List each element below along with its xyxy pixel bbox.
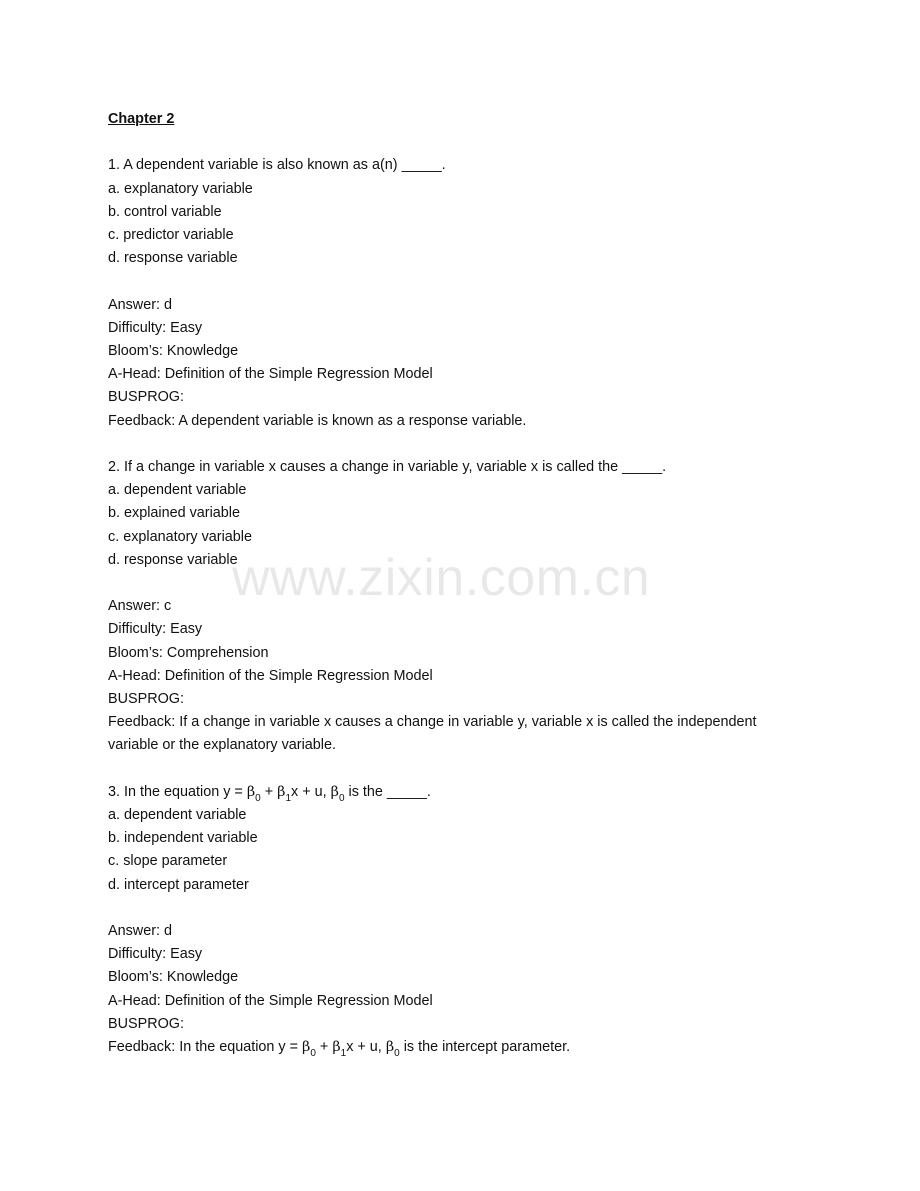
question-1-prompt: 1. A dependent variable is also known as a(n) _____. xyxy=(108,157,446,174)
question-1 xyxy=(108,154,808,432)
question-3-answer: Answer: d xyxy=(108,923,172,940)
question-1-answer: Answer: d xyxy=(108,296,172,313)
subscript-0: 0 xyxy=(394,1047,400,1059)
beta-symbol: β xyxy=(330,783,339,800)
chapter-title: Chapter 2 xyxy=(108,111,175,127)
plus-sign: + xyxy=(315,1039,333,1056)
question-3-ahead: A-Head: Definition of the Simple Regression Model xyxy=(108,992,433,1009)
question-3-feedback-lead: Feedback: In the equation y = xyxy=(108,1039,303,1056)
question-3-feedback-tail: is the intercept parameter. xyxy=(399,1039,571,1056)
question-1-ahead: A-Head: Definition of the Simple Regression Model xyxy=(108,366,433,383)
document-page xyxy=(108,108,808,1059)
beta-symbol: β xyxy=(385,1039,395,1056)
question-1-option-c: c. predictor variable xyxy=(108,227,234,243)
question-3-feedback-mid: x + u, xyxy=(346,1039,386,1056)
question-3-option-a: a. dependent variable xyxy=(108,807,247,824)
question-1-busprog: BUSPROG: xyxy=(108,389,184,406)
question-3-prompt-lead: 3. In the equation y = xyxy=(108,783,247,800)
question-3-bloom: Bloom’s: Knowledge xyxy=(108,969,239,986)
question-3-option-b: b. independent variable xyxy=(108,830,258,847)
question-3-option-c: c. slope parameter xyxy=(108,853,228,870)
question-3-prompt-mid: x + u, xyxy=(291,783,331,800)
beta-symbol: β xyxy=(246,783,256,800)
plus-sign: + xyxy=(260,783,278,800)
beta-symbol: β xyxy=(277,783,286,800)
question-3 xyxy=(108,781,808,1059)
question-1-option-b: b. control variable xyxy=(108,203,222,220)
question-2-busprog: BUSPROG: xyxy=(108,691,184,708)
question-2-answer: Answer: c xyxy=(108,598,172,615)
watermark: www.zixin.com.cn xyxy=(232,549,651,607)
question-2-difficulty: Difficulty: Easy xyxy=(108,621,203,638)
beta-symbol: β xyxy=(302,1039,311,1056)
question-2 xyxy=(108,456,808,758)
subscript-0: 0 xyxy=(255,792,261,804)
question-3-busprog: BUSPROG: xyxy=(108,1015,184,1032)
question-2-prompt: 2. If a change in variable x causes a change in variable y, variable x is called the _____. xyxy=(108,459,667,475)
subscript-0: 0 xyxy=(310,1047,316,1059)
question-1-bloom: Bloom’s: Knowledge xyxy=(108,343,239,359)
question-1-difficulty: Difficulty: Easy xyxy=(108,319,203,336)
question-2-option-c: c. explanatory variable xyxy=(108,528,252,545)
question-3-feedback xyxy=(108,1036,808,1059)
question-2-option-d: d. response variable xyxy=(108,551,238,568)
question-2-feedback: Feedback: If a change in variable x causes a change in variable y, variable x is called the independent variable or the explanatory variable. xyxy=(108,714,757,754)
question-3-prompt xyxy=(108,781,808,804)
question-2-bloom: Bloom’s: Comprehension xyxy=(108,644,269,661)
question-2-option-a: a. dependent variable xyxy=(108,482,247,499)
question-1-option-d: d. response variable xyxy=(108,250,238,267)
question-2-ahead: A-Head: Definition of the Simple Regression Model xyxy=(108,667,433,684)
subscript-1: 1 xyxy=(340,1047,347,1059)
subscript-0: 0 xyxy=(338,792,345,804)
question-3-prompt-tail: is the _____. xyxy=(344,783,431,800)
question-1-option-a: a. explanatory variable xyxy=(108,180,253,197)
question-3-option-d: d. intercept parameter xyxy=(108,876,249,893)
question-2-option-b: b. explained variable xyxy=(108,505,241,522)
subscript-1: 1 xyxy=(285,792,291,804)
question-1-feedback: Feedback: A dependent variable is known as a response variable. xyxy=(108,412,527,429)
beta-symbol: β xyxy=(332,1039,341,1056)
question-3-difficulty: Difficulty: Easy xyxy=(108,946,203,963)
